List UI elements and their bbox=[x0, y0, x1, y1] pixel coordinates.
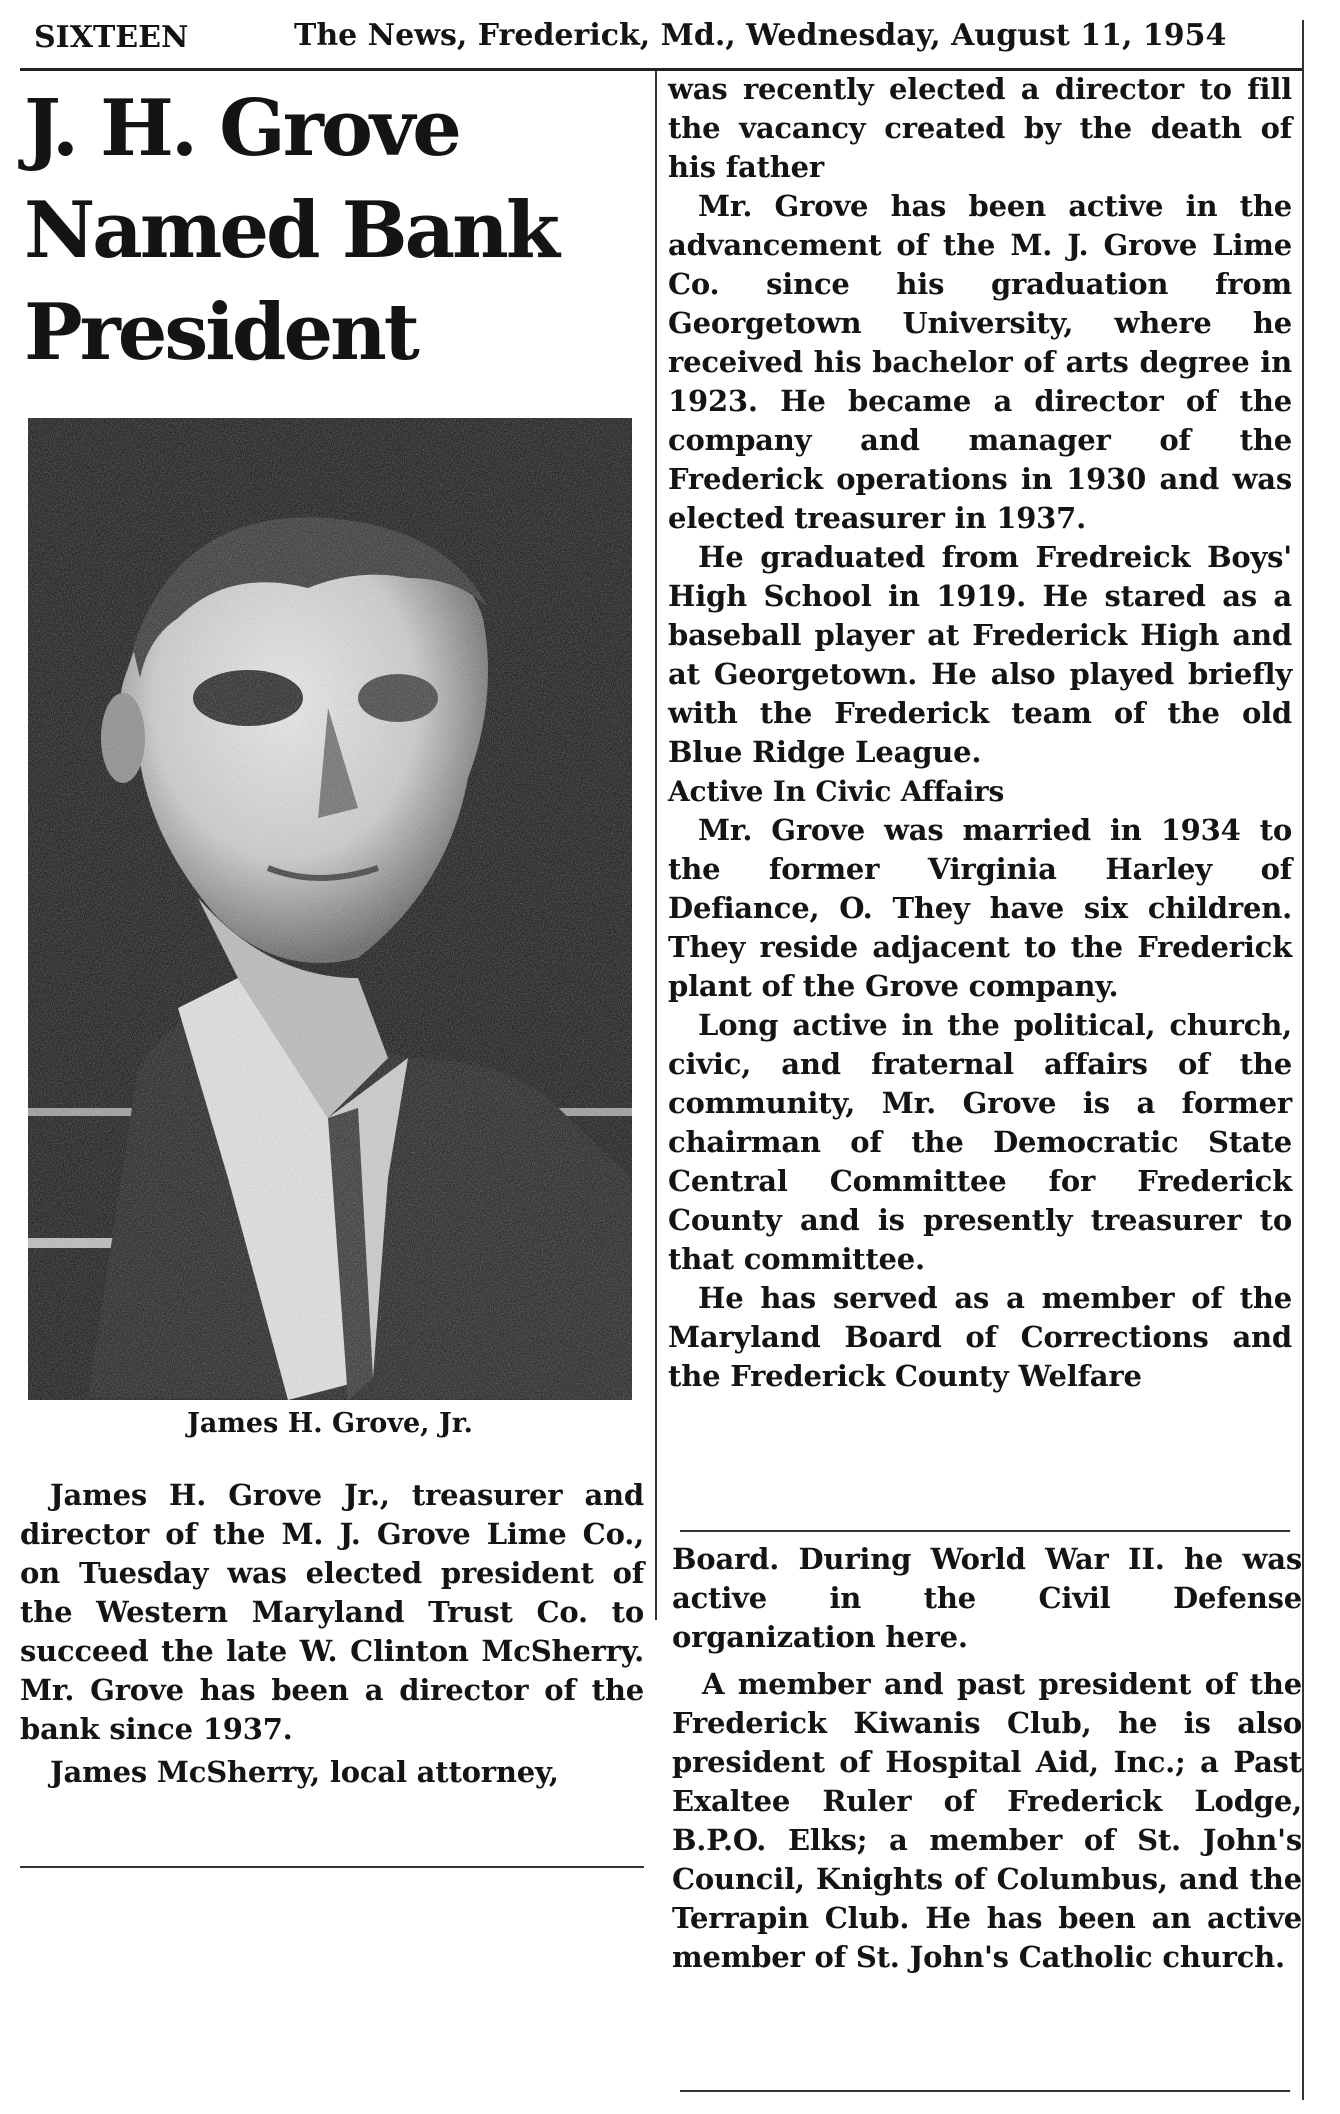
paragraph-4: Mr. Grove has been active in the advancement of the M. J. Grove Lime Co. since his graduation from Georgetown University, where he received his bachelor of arts degree in 1923. He became a director of the company and manager of the Frederick operations in 1930 and was elected treasurer in 1937. bbox=[668, 189, 1292, 535]
paragraph-1: James H. Grove Jr., treasurer and director of the M. J. Grove Lime Co., on Tuesday was elected president of the Western Maryland Trust Co. to succeed the late W. Clinton McSherry. Mr. Grove has been a director of the bank since 1937. bbox=[20, 1478, 644, 1746]
masthead bbox=[24, 12, 1294, 60]
subheading-civic-affairs: Active In Civic Affairs bbox=[668, 775, 1005, 808]
continuation-rule bbox=[680, 1530, 1290, 1532]
photo-caption: James H. Grove, Jr. bbox=[187, 1408, 473, 1439]
paragraph-10: A member and past president of the Frederick Kiwanis Club, he is also president of Hospital Aid, Inc.; a Past Exaltee Ruler of Frederick Lodge, B.P.O. Elks; a member of St. John's Council, Knights of Columbus, and the Terrapin Club. He has been an active member of St. John's Catholic church. bbox=[672, 1667, 1302, 1974]
article-end-rule bbox=[680, 2090, 1290, 2092]
article-column-left bbox=[20, 1476, 644, 1792]
portrait-photo bbox=[28, 418, 632, 1400]
headline-line-3: President bbox=[24, 287, 417, 378]
paragraph-6: Mr. Grove was married in 1934 to the former Virginia Harley of Defiance, O. They have six children. They reside adjacent to the Frederick plant of the Grove company. bbox=[668, 813, 1292, 1003]
headline-line-2: Named Bank bbox=[24, 185, 557, 276]
column-divider bbox=[655, 70, 657, 1620]
paragraph-5: He graduated from Fredreick Boys' High School in 1919. He stared as a baseball player at Frederick High and at Georgetown. He also played briefly with the Frederick team of the old Blue Ridge League. bbox=[668, 540, 1292, 769]
article-column-right-upper bbox=[668, 70, 1292, 1396]
newspaper-dateline: The News, Frederick, Md., Wednesday, August 11, 1954 bbox=[294, 18, 1227, 53]
paragraph-3: was recently elected a director to fill the vacancy created by the death of his father bbox=[668, 72, 1292, 184]
headline bbox=[24, 78, 644, 384]
page-number-label: SIXTEEN bbox=[34, 20, 189, 55]
portrait-illustration bbox=[28, 418, 632, 1400]
paragraph-7: Long active in the political, church, civic, and fraternal affairs of the community, Mr. Grove is a former chairman of the Democratic State Central Committee for Frederick County and is presently treasurer to that committee. bbox=[668, 1008, 1292, 1276]
article-column-right-lower bbox=[672, 1540, 1302, 1977]
right-edge-rule bbox=[1302, 20, 1304, 2100]
paragraph-2: James McSherry, local attorney, bbox=[50, 1755, 559, 1789]
paragraph-9: Board. During World War II. he was active in the Civil Defense organization here. bbox=[672, 1542, 1302, 1654]
left-column-end-rule bbox=[20, 1866, 644, 1868]
paragraph-8: He has served as a member of the Maryland Board of Corrections and the Frederick County Welfare bbox=[668, 1281, 1292, 1393]
headline-line-1: J. H. Grove bbox=[24, 83, 459, 174]
